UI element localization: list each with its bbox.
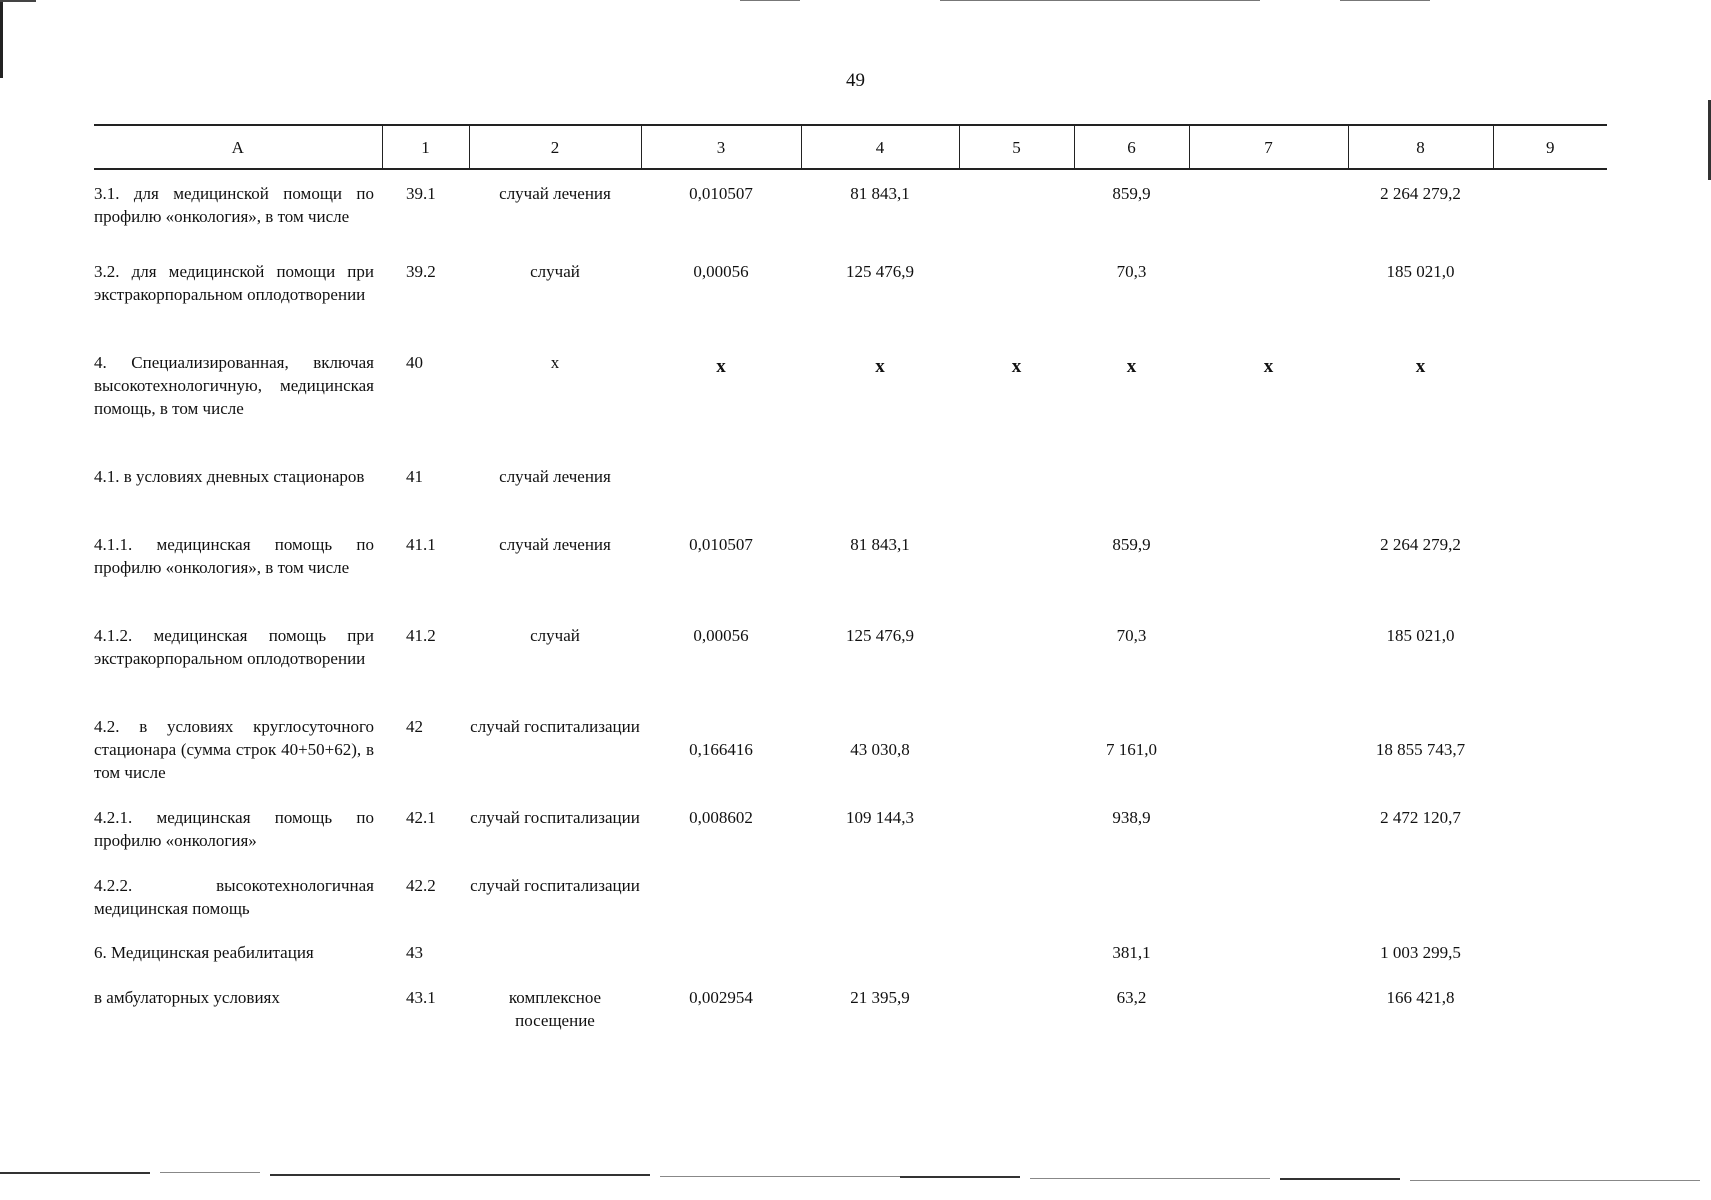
- data-table: [94, 124, 1607, 1046]
- column-header-a: А: [94, 125, 382, 169]
- row-col-4: 43 030,8: [850, 740, 910, 759]
- row-col-6: х: [1126, 356, 1137, 377]
- row-col-8: 2 264 279,2: [1380, 535, 1461, 554]
- row-col-6: [1074, 465, 1189, 533]
- row-col-7: [1189, 533, 1348, 624]
- scan-rule-bottom-5: [900, 1176, 1020, 1178]
- row-code: 41.2: [406, 626, 436, 645]
- scan-rule-bottom-2: [160, 1172, 260, 1173]
- row-col-7: [1189, 715, 1348, 806]
- column-header-2: 2: [469, 125, 641, 169]
- row-col-9: [1493, 624, 1607, 715]
- row-unit: случай лечения: [499, 467, 611, 486]
- column-header-1: 1: [382, 125, 469, 169]
- row-unit: случай госпитализации: [470, 876, 640, 895]
- column-header-3: 3: [641, 125, 801, 169]
- row-col-5: [959, 874, 1074, 941]
- row-col-9: [1493, 351, 1607, 465]
- row-col-3: 0,008602: [689, 808, 753, 827]
- row-name: 4.2. в условиях круглосуточного стационара (сумма строк 40+50+62), в том числе: [94, 717, 374, 782]
- row-col-8: 166 421,8: [1386, 988, 1455, 1007]
- column-header-7: 7: [1189, 125, 1348, 169]
- row-col-3: [641, 465, 801, 533]
- table-row: [94, 624, 1607, 715]
- row-col-9: [1493, 941, 1607, 986]
- scan-rule-bottom-1: [0, 1172, 150, 1174]
- row-col-7: [1189, 465, 1348, 533]
- row-code: 41: [406, 467, 423, 486]
- row-col-4: 125 476,9: [846, 262, 914, 281]
- row-unit: комплексное посещение: [508, 988, 602, 1030]
- row-name: 4.1.2. медицинская помощь при экстракорпоральном оплодотворении: [94, 626, 374, 668]
- row-col-7: х: [1263, 356, 1274, 377]
- row-code: 39.1: [406, 184, 436, 203]
- row-col-5: [959, 715, 1074, 806]
- scan-edge-left: [0, 0, 3, 78]
- row-col-6: 381,1: [1112, 943, 1151, 962]
- scan-artifact-top-1: [740, 0, 800, 1]
- table-row: [94, 169, 1607, 260]
- row-col-8: х: [1415, 356, 1426, 377]
- row-col-6: 70,3: [1116, 262, 1147, 281]
- row-code: 40: [406, 353, 423, 372]
- row-col-9: [1493, 986, 1607, 1046]
- row-col-4: х: [875, 356, 885, 377]
- row-col-7: [1189, 874, 1348, 941]
- row-col-6: 7 161,0: [1106, 740, 1157, 759]
- column-header-6: 6: [1074, 125, 1189, 169]
- row-name: 4.2.1. медицинская помощь по профилю «онкология»: [94, 808, 374, 850]
- row-col-7: [1189, 941, 1348, 986]
- row-col-3: 0,010507: [689, 535, 753, 554]
- table-row: [94, 874, 1607, 941]
- row-code: 42.2: [406, 876, 436, 895]
- row-code: 43: [406, 943, 423, 962]
- scan-artifact-top-3: [1340, 0, 1430, 1]
- row-code: 41.1: [406, 535, 436, 554]
- row-name: 6. Медицинская реабилитация: [94, 943, 314, 962]
- row-col-9: [1493, 260, 1607, 351]
- row-col-5: [959, 169, 1074, 260]
- row-col-9: [1493, 874, 1607, 941]
- row-col-6: 70,3: [1116, 626, 1147, 645]
- row-unit: случай госпитализации: [470, 808, 640, 827]
- row-col-3: 0,00056: [693, 626, 749, 645]
- row-col-3: 0,166416: [689, 740, 753, 759]
- row-col-6: 859,9: [1112, 535, 1151, 554]
- row-col-4: 21 395,9: [850, 988, 910, 1007]
- row-name: 4.1.1. медицинская помощь по профилю «онкология», в том числе: [94, 535, 374, 577]
- row-name: 4.1. в условиях дневных стационаров: [94, 467, 365, 486]
- row-unit: случай: [530, 262, 580, 281]
- row-col-8: 2 472 120,7: [1380, 808, 1461, 827]
- row-col-9: [1493, 533, 1607, 624]
- row-col-6: 859,9: [1112, 184, 1151, 203]
- row-col-9: [1493, 715, 1607, 806]
- row-col-8: [1348, 465, 1493, 533]
- row-name: 4. Специализированная, включая высокотехнологичную, медицинская помощь, в том числе: [94, 353, 374, 418]
- row-code: 42.1: [406, 808, 436, 827]
- row-col-7: [1189, 624, 1348, 715]
- row-col-5: [959, 806, 1074, 874]
- table-row: [94, 351, 1607, 465]
- row-col-5: [959, 465, 1074, 533]
- row-col-3: 0,00056: [693, 262, 749, 281]
- column-header-5: 5: [959, 125, 1074, 169]
- row-col-3: [641, 941, 801, 986]
- row-col-6: 63,2: [1116, 988, 1147, 1007]
- row-col-9: [1493, 806, 1607, 874]
- row-col-4: [801, 465, 959, 533]
- table-header-row: [94, 125, 1607, 169]
- row-col-4: [801, 874, 959, 941]
- row-col-3: х: [716, 356, 726, 377]
- row-col-9: [1493, 465, 1607, 533]
- row-unit: случай госпитализации: [470, 717, 640, 736]
- scan-rule-bottom-7: [1280, 1178, 1400, 1180]
- column-header-9: 9: [1493, 125, 1607, 169]
- row-col-7: [1189, 986, 1348, 1046]
- table-row: [94, 986, 1607, 1046]
- row-col-5: х: [1011, 356, 1022, 377]
- table-row: [94, 533, 1607, 624]
- row-col-5: [959, 941, 1074, 986]
- row-col-9: [1493, 169, 1607, 260]
- row-col-8: 1 003 299,5: [1380, 943, 1461, 962]
- row-col-4: 125 476,9: [846, 626, 914, 645]
- table-row: [94, 941, 1607, 986]
- row-col-8: 185 021,0: [1386, 626, 1455, 645]
- row-unit: случай лечения: [499, 535, 611, 554]
- row-col-5: [959, 986, 1074, 1046]
- column-header-4: 4: [801, 125, 959, 169]
- column-header-8: 8: [1348, 125, 1493, 169]
- row-name: 3.2. для медицинской помощи при экстракорпоральном оплодотворении: [94, 262, 374, 304]
- page-number: 49: [846, 70, 865, 91]
- row-col-6: [1074, 874, 1189, 941]
- table-row: [94, 465, 1607, 533]
- row-code: 42: [406, 717, 423, 736]
- row-col-7: [1189, 260, 1348, 351]
- row-unit: случай: [530, 626, 580, 645]
- row-col-3: 0,002954: [689, 988, 753, 1007]
- scan-artifact-top-2: [940, 0, 1260, 1]
- row-unit: [469, 941, 641, 986]
- row-col-8: 185 021,0: [1386, 262, 1455, 281]
- row-col-8: [1348, 874, 1493, 941]
- scan-rule-bottom-8: [1410, 1180, 1700, 1181]
- row-col-3: [641, 874, 801, 941]
- row-col-4: 81 843,1: [850, 184, 910, 203]
- scan-rule-bottom-4: [660, 1176, 900, 1177]
- row-col-4: 109 144,3: [846, 808, 914, 827]
- scan-edge-top: [0, 0, 36, 2]
- scan-rule-bottom-6: [1030, 1178, 1270, 1179]
- row-col-8: 2 264 279,2: [1380, 184, 1461, 203]
- row-unit: х: [550, 353, 560, 372]
- row-name: 3.1. для медицинской помощи по профилю «онкология», в том числе: [94, 184, 374, 226]
- row-col-7: [1189, 806, 1348, 874]
- row-col-5: [959, 260, 1074, 351]
- table-row: [94, 715, 1607, 806]
- row-col-5: [959, 624, 1074, 715]
- row-col-7: [1189, 169, 1348, 260]
- row-name: 4.2.2. высокотехнологичная медицинская помощь: [94, 876, 374, 918]
- row-code: 43.1: [406, 988, 436, 1007]
- table-row: [94, 806, 1607, 874]
- scan-rule-bottom-3: [270, 1174, 650, 1176]
- row-col-6: 938,9: [1112, 808, 1151, 827]
- row-col-5: [959, 533, 1074, 624]
- row-col-4: 81 843,1: [850, 535, 910, 554]
- row-col-8: 18 855 743,7: [1375, 740, 1466, 759]
- row-col-4: [801, 941, 959, 986]
- row-unit: случай лечения: [499, 184, 611, 203]
- row-code: 39.2: [406, 262, 436, 281]
- row-name: в амбулаторных условиях: [94, 988, 280, 1007]
- row-col-3: 0,010507: [689, 184, 753, 203]
- table-row: [94, 260, 1607, 351]
